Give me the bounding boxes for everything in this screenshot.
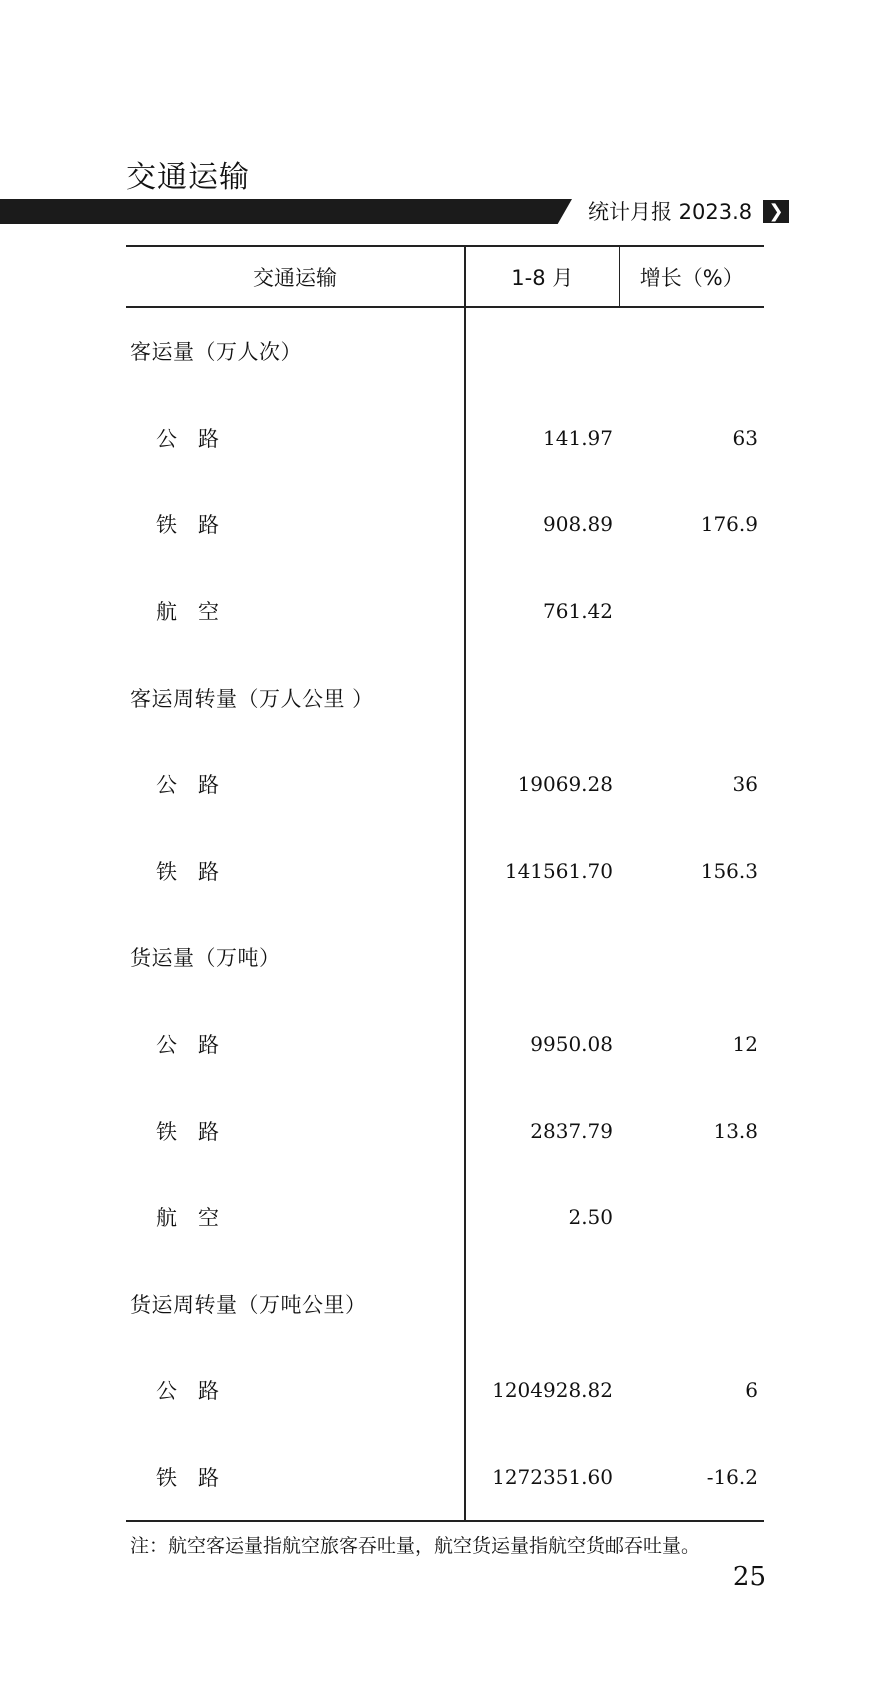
row-value: 908.89 xyxy=(543,512,613,537)
row-name: 铁 路 xyxy=(126,1087,465,1174)
header-growth: 增长（%） xyxy=(619,246,764,307)
report-label: 统计月报 2023.8 xyxy=(588,200,753,224)
row-value: 2837.79 xyxy=(530,1118,613,1143)
row-growth xyxy=(619,1174,764,1261)
header-bar xyxy=(0,199,572,224)
row-value: 19069.28 xyxy=(517,772,613,797)
row-value: 141.97 xyxy=(543,425,613,450)
row-name: 客运周转量（万人公里 ） xyxy=(126,654,465,741)
table-category-row xyxy=(126,1261,764,1348)
table-row xyxy=(126,1434,764,1522)
table-category-row xyxy=(126,914,764,1001)
table-row xyxy=(126,568,764,655)
row-value: 1204928.82 xyxy=(492,1378,613,1403)
table-row xyxy=(126,395,764,482)
row-name: 公 路 xyxy=(126,741,465,828)
row-growth xyxy=(619,1261,764,1348)
row-growth: 176.9 xyxy=(700,512,758,537)
row-name: 公 路 xyxy=(126,1001,465,1088)
row-growth xyxy=(619,568,764,655)
row-growth: 36 xyxy=(732,772,758,797)
row-value: 2.50 xyxy=(568,1205,613,1230)
row-growth xyxy=(619,914,764,1001)
row-name: 铁 路 xyxy=(126,481,465,568)
row-growth xyxy=(619,307,764,395)
row-value: 761.42 xyxy=(543,599,613,624)
row-name: 公 路 xyxy=(126,395,465,482)
row-growth: -16.2 xyxy=(619,1434,764,1522)
row-growth xyxy=(619,654,764,741)
row-value xyxy=(465,1261,619,1348)
row-value xyxy=(465,654,619,741)
row-name: 货运周转量（万吨公里） xyxy=(126,1261,465,1348)
row-growth: 6 xyxy=(745,1378,758,1403)
table-row xyxy=(126,741,764,828)
row-growth: 12 xyxy=(732,1032,758,1057)
table-row xyxy=(126,828,764,915)
row-growth: 63 xyxy=(732,425,758,450)
header-category: 交通运输 xyxy=(126,246,465,307)
table-header-row xyxy=(126,246,764,307)
row-value: 141561.70 xyxy=(504,858,613,883)
table-category-row xyxy=(126,307,764,395)
table-row xyxy=(126,1347,764,1434)
row-name: 铁 路 xyxy=(126,828,465,915)
transport-table xyxy=(126,245,764,1522)
footnote: 注：航空客运量指航空旅客吞吐量，航空货运量指航空货邮吞吐量。 xyxy=(130,1535,701,1557)
row-name: 货运量（万吨） xyxy=(126,914,465,1001)
row-name: 客运量（万人次） xyxy=(126,307,465,395)
row-value: 9950.08 xyxy=(530,1032,613,1057)
section-title: 交通运输 xyxy=(126,160,250,195)
header-period: 1-8 月 xyxy=(465,246,619,307)
row-value xyxy=(465,307,619,395)
table-row xyxy=(126,1087,764,1174)
table-row xyxy=(126,1174,764,1261)
row-value xyxy=(465,914,619,1001)
row-name: 航 空 xyxy=(126,1174,465,1261)
row-growth: 156.3 xyxy=(700,858,758,883)
page-number: 25 xyxy=(732,1562,766,1592)
table-row xyxy=(126,481,764,568)
row-name: 航 空 xyxy=(126,568,465,655)
row-value: 1272351.60 xyxy=(465,1434,619,1522)
table-row xyxy=(126,1001,764,1088)
table-category-row xyxy=(126,654,764,741)
row-name: 公 路 xyxy=(126,1347,465,1434)
row-growth: 13.8 xyxy=(713,1118,758,1143)
row-name: 铁 路 xyxy=(126,1434,465,1522)
chevron-right-icon: ❯ xyxy=(763,200,789,223)
